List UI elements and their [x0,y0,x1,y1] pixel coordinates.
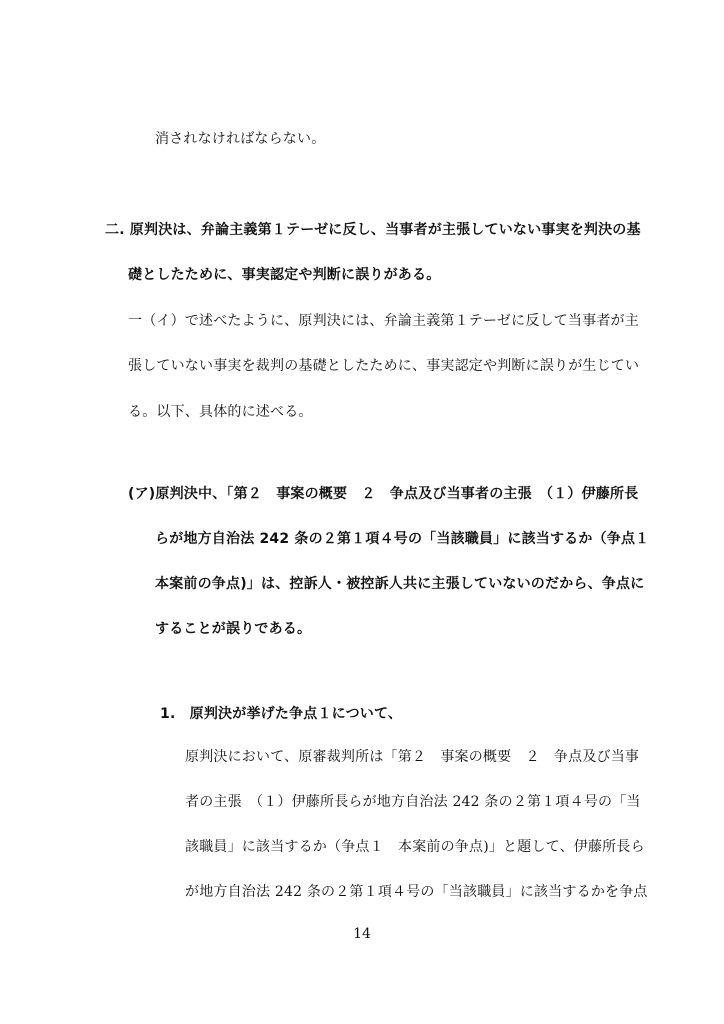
paragraph-line: 張していない事実を裁判の基礎としたために、事実認定や判断に誤りが生じてい [128,358,640,374]
paragraph-line: 者の主張 （１）伊藤所長らが地方自治法 242 条の２第１項４号の「当 [185,794,641,810]
paragraph-line: 該職員」に該当するか（争点１ 本案前の争点)」と題して、伊藤所長ら [185,839,645,855]
numbered-item-heading: 1. 原判決が挙げた争点１について、 [160,706,403,722]
section-heading: 二. 原判決は、弁論主義第１テーゼに反し、当事者が主張していない事実を判決の基 [105,222,641,238]
section-heading-continued: 礎としたために、事実認定や判断に誤りがある。 [128,267,441,283]
subsection-heading-continued: 本案前の争点)」は、控訴人・被控訴人共に主張していないのだから、争点に [155,576,645,592]
subsection-heading-continued: らが地方自治法 242 条の２第１項４号の「当該職員」に該当するか（争点１ [155,531,650,547]
subsection-heading: (ア)原判決中、「第２ 事案の概要 ２ 争点及び当事者の主張 （１）伊藤所長 [128,486,639,502]
page-number: 14 [353,926,371,942]
subsection-heading-continued: することが誤りである。 [155,621,312,637]
paragraph-line: 一（イ）で述べたように、原判決には、弁論主義第１テーゼに反して当事者が主 [128,313,639,329]
text-line: 消されなければならない。 [155,131,326,147]
paragraph-line: が地方自治法 242 条の２第１項４号の「当該職員」に該当するかを争点 [185,884,648,900]
paragraph-line: る。以下、具体的に述べる。 [128,404,313,420]
paragraph-line: 原判決において、原審裁判所は「第２ 事案の概要 ２ 争点及び当事 [185,749,640,765]
